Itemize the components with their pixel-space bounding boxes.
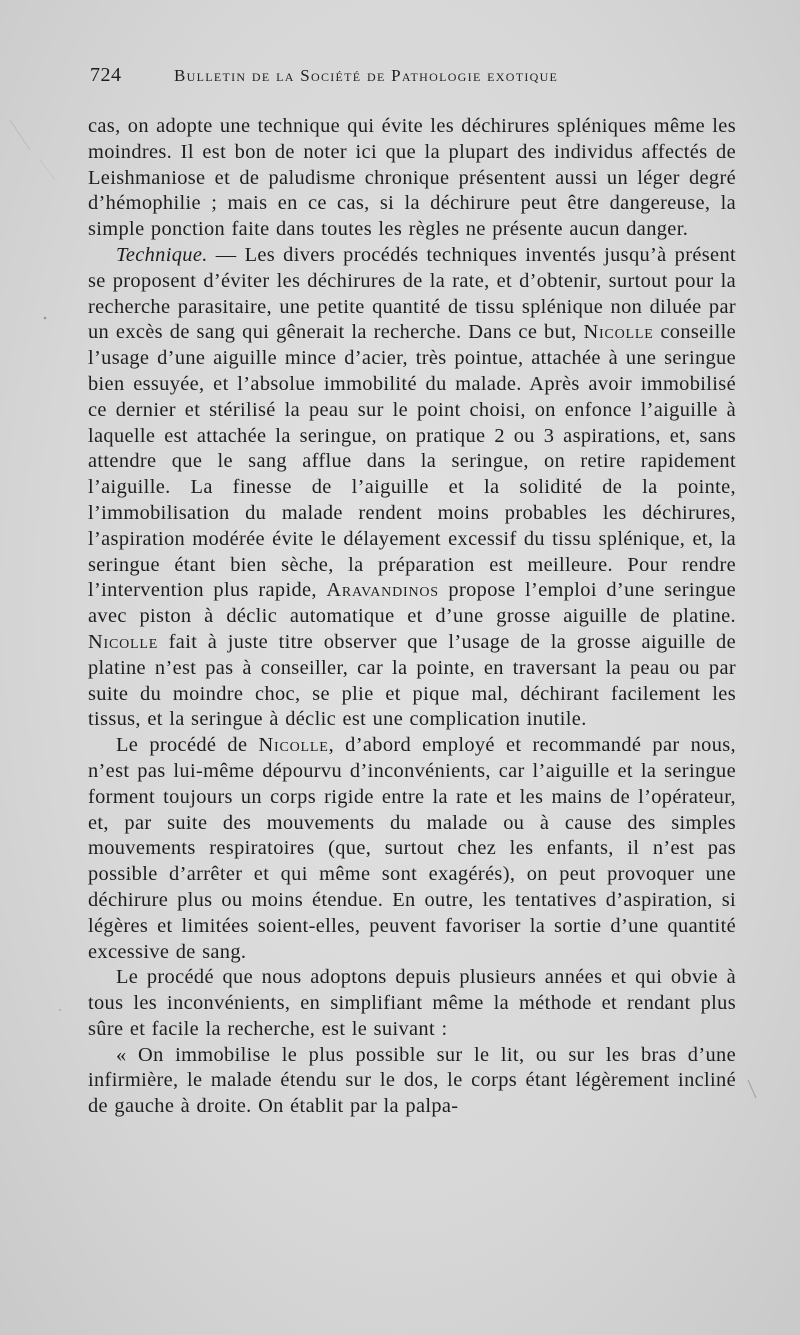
paragraph-3-text-b: , d’abord employé et recommandé par nous, n’est pas lui-même dépourvu d’inconvénients, car l’aiguille et la seringue forment toujours un corps rigide entre la rate et les mains de l’opérateur, et, par suite des mouvements du malade ou à cause des simples mouvements respiratoires (que, surtout chez les enfants, il n’est pas possible d’arrêter et qui même sont exagérés), on peut provoquer une déchirure plus ou moins étendue. En outre, les tentatives d’aspiration, si légères et limitées soient-elles, peuvent favoriser la sortie d’une quantité excessive de sang. xyxy=(88,734,736,963)
paragraph-2-text-d: fait à juste titre observer que l’usage de la grosse aiguille de platine n’est pas à conseiller, car la pointe, en traversant la peau ou par suite du moindre choc, se plie et pique mal, déchirant facilement les tissus, et la seringue à déclic est une complication inutile. xyxy=(88,630,736,731)
paragraph-4-text: Le procédé que nous adoptons depuis plusieurs années et qui obvie à tous les inconvénients, en simplifiant même la méthode et rendant plus sûre et facile la recherche, est le suivant : xyxy=(88,966,736,1040)
author-name-aravandinos: Aravandinos xyxy=(326,579,439,602)
paragraph-3-text-a: Le procédé de xyxy=(116,734,259,757)
body-text xyxy=(88,114,736,1120)
paragraph-1-text: cas, on adopte une technique qui évite les déchirures spléniques même les moindres. Il est bon de noter ici que la plupart des individus affectés de Leishmaniose et de paludisme chronique présentent aussi un léger degré d’hémophilie ; mais en ce cas, si la déchirure peut être dangereuse, la simple ponction faite dans toutes les règles ne présente aucun danger. xyxy=(88,115,736,241)
section-heading-technique: Technique. xyxy=(116,243,208,266)
paragraph-5-text: « On immobilise le plus possible sur le lit, ou sur les bras d’une infirmière, le malade étendu sur le dos, le corps étant légèrement incliné de gauche à droite. On établit par la palpa- xyxy=(88,1043,736,1118)
running-title: Bulletin de la Société de Pathologie exotique xyxy=(174,66,559,85)
paragraph-1 xyxy=(88,114,736,243)
page-number: 724 xyxy=(90,64,122,86)
author-name-nicolle: Nicolle xyxy=(258,734,329,757)
paragraph-2-text-a: — Les divers procédés techniques inventés jusqu’à présent se proposent d’éviter les déchirures de la rate, et d’obtenir, surtout pour la recherche parasitaire, une petite quantité de tissu splénique non diluée par un excès de sang qui gênerait la recherche. Dans ce but, xyxy=(88,243,736,344)
paragraph-3 xyxy=(88,733,736,965)
paragraph-2-text-c: propose l’emploi d’une seringue avec piston à déclic automatique et d’une grosse aiguille de platine. xyxy=(88,579,736,628)
author-name-nicolle: Nicolle xyxy=(88,630,159,653)
running-header xyxy=(88,64,748,94)
author-name-nicolle: Nicolle xyxy=(583,321,654,344)
paragraph-2 xyxy=(88,243,736,733)
paragraph-4 xyxy=(88,965,736,1042)
paragraph-5 xyxy=(88,1043,736,1120)
paragraph-2-text-b: conseille l’usage d’une aiguille mince d’acier, très pointue, attachée à une seringue bien essuyée, et l’absolue immobilité du malade. Après avoir immobilisé ce dernier et stérilisé la peau sur le point choisi, on enfonce l’aiguille à laquelle est attachée la seringue, on pratique 2 ou 3 aspirations, et, sans attendre que le sang afflue dans la seringue, on retire rapidement l’aiguille. La finesse de l’aiguille et la solidité de la pointe, l’immobilisation du malade rendent moins probables les déchirures, l’aspiration modérée évite le délayement excessif du tissu splénique, et, la seringue étant bien sèche, la préparation est meilleure. Pour rendre l’intervention plus rapide, xyxy=(88,321,736,602)
